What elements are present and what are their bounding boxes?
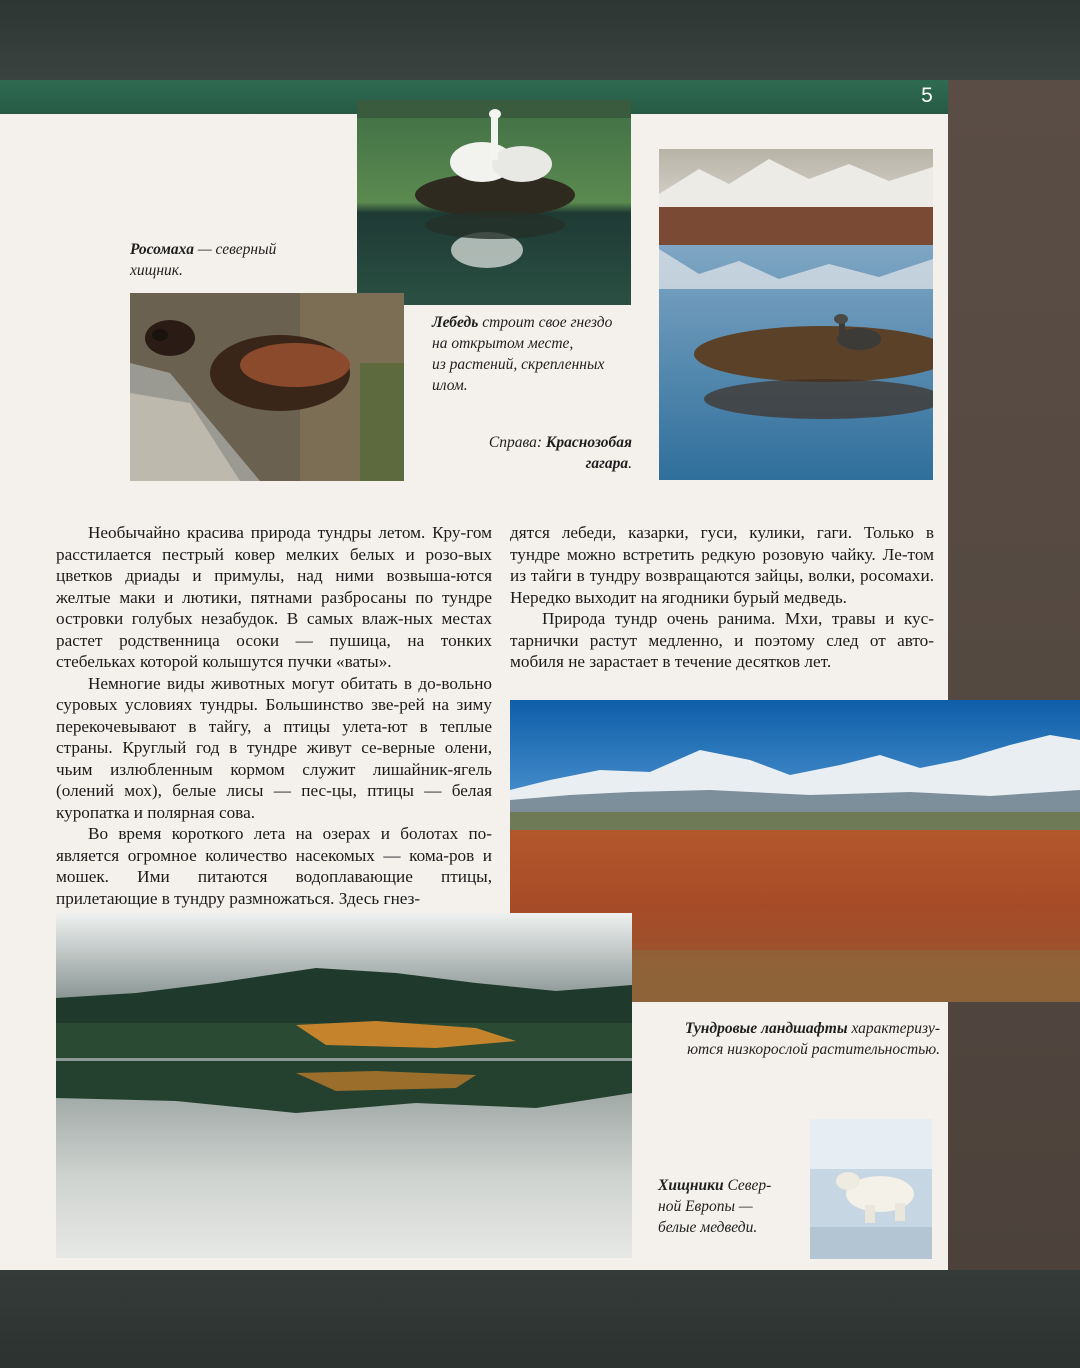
caption-text: ются низкорослой растительностью. [687, 1041, 940, 1058]
caption-text: хищник. [130, 262, 183, 279]
caption-bold-term: гагара [585, 455, 629, 472]
caption-text: ной Европы — [658, 1198, 753, 1215]
wolverine-caption [130, 239, 350, 281]
caption-bold-term: Росомаха [130, 241, 194, 258]
paragraph: дятся лебеди, казарки, гуси, кулики, гаги. Только в тундре можно встретить редкую розовую чайку. Ле-том из тайги в тундру возвращаются зайцы, волки, росомахи. Нередко выходит на ягодники бурый медведь. [510, 523, 934, 607]
loon-caption [470, 432, 632, 474]
forest-lake-landscape-photo [56, 913, 632, 1258]
caption-bold-term: Краснозобая [545, 434, 632, 451]
paragraph: Природа тундр очень ранима. Мхи, травы и кус-тарнички растут медленно, и поэтому след от авто-мобиля не зарастает в течение десятков лет. [510, 609, 934, 671]
red-throated-loon-photo [659, 149, 933, 480]
caption-text: на открытом месте, [432, 335, 574, 352]
caption-text: белые медведи. [658, 1219, 758, 1236]
caption-text: . [628, 455, 632, 472]
swan-caption [432, 312, 642, 396]
bottom-dark-band [0, 1270, 1080, 1368]
polar-bear-caption [658, 1175, 798, 1238]
caption-bold-term: Хищники [658, 1177, 724, 1194]
paragraph: Немногие виды животных могут обитать в до-вольно суровых условиях тундры. Большинство зве-рей на зиму перекочевывают в тайгу, а птицы улета-ют в теплые страны. Круглый год в тундре живут се-верные олени, чьим излюбленным кормом служит лишайник-ягель (олений мох), белые лисы — пес-цы, птицы — белая куропатка и полярная сова. [56, 673, 492, 822]
caption-bold-term: Тундровые ландшафты [684, 1020, 848, 1037]
body-text-right-column [510, 522, 934, 673]
caption-text: характеризу- [847, 1020, 940, 1037]
right-margin-band [948, 80, 1080, 1270]
caption-text: Север- [723, 1177, 772, 1194]
polar-bear-photo [810, 1119, 932, 1259]
paragraph: Необычайно красива природа тундры летом. Кру-гом расстилается пестрый ковер мелких белых и розо-вых цветков дриады и примулы, над ними возвыша-ются желтые маки и лютики, пятнами разбросаны по тундре островки голубых незабудок. В самых влаж-ных местах растет родственница осоки — пушица, на тонких стебельках которой колышутся пучки «ваты». [56, 523, 492, 671]
caption-text: из растений, скрепленных [432, 356, 605, 373]
caption-text: илом. [432, 377, 468, 394]
caption-bold-term: Лебедь [432, 314, 479, 331]
wolverine-photo [130, 293, 404, 481]
top-dark-band [0, 0, 1080, 80]
swan-photo [357, 100, 631, 305]
caption-text: строит свое гнездо [478, 314, 613, 331]
caption-text: — северный [193, 241, 277, 258]
body-text-left-column [56, 522, 492, 909]
page-number: 5 [921, 84, 933, 107]
caption-text: Справа: [488, 434, 546, 451]
landscape-caption [640, 1018, 940, 1060]
paragraph: Во время короткого лета на озерах и болотах по-является огромное количество насекомых — кома-ров и мошек. Ими питаются водоплавающие птицы, прилетающие в тундру размножаться. Здесь гнез- [56, 824, 492, 908]
